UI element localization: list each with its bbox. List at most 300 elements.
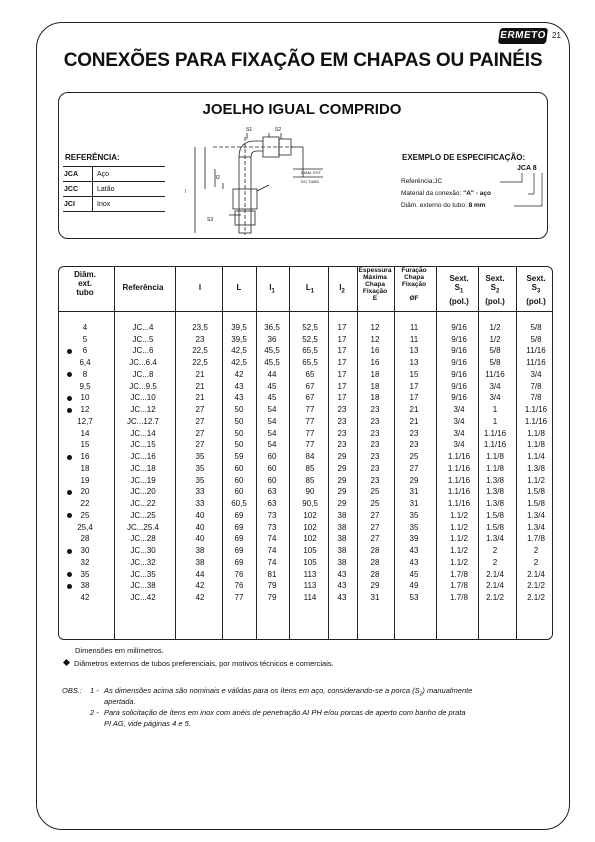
cell-L1: 77 bbox=[305, 416, 315, 426]
header-text: Máxima bbox=[363, 274, 387, 281]
cell-l2: 38 bbox=[337, 546, 347, 556]
header-hole bbox=[394, 267, 434, 302]
cell-l2: 17 bbox=[337, 393, 347, 403]
header-line bbox=[476, 274, 514, 283]
cell-L: 76 bbox=[234, 569, 244, 579]
example-line-material bbox=[401, 190, 491, 197]
cell-S3: 1.1/16 bbox=[524, 405, 548, 415]
cell-l1: 54 bbox=[267, 428, 277, 438]
cell-E: 23 bbox=[370, 475, 380, 485]
cell-l1: 54 bbox=[267, 440, 277, 450]
header-line bbox=[328, 283, 356, 297]
reference-row bbox=[63, 167, 165, 182]
cell-F: 23 bbox=[409, 440, 419, 450]
cell-ref: JC...35 bbox=[130, 569, 156, 579]
header-text: Chapa bbox=[404, 274, 424, 281]
cell-E: 25 bbox=[370, 499, 380, 509]
obs-item2-cont: PI AG, vide páginas 4 e 5. bbox=[104, 719, 191, 728]
cell-l: 27 bbox=[195, 428, 205, 438]
cell-S3: 5/8 bbox=[530, 323, 542, 332]
cell-l: 22,5 bbox=[192, 358, 208, 368]
reference-code: JCI bbox=[63, 197, 93, 212]
cell-l2: 38 bbox=[337, 510, 347, 520]
cell-ref: JC...32 bbox=[130, 557, 156, 567]
cell-d: 6 bbox=[82, 346, 88, 356]
reference-material: Inox bbox=[93, 197, 166, 212]
cell-S2: 2 bbox=[492, 546, 498, 556]
cell-d: 14 bbox=[80, 428, 90, 438]
cell-E: 18 bbox=[370, 393, 380, 403]
cell-d: 30 bbox=[80, 546, 90, 556]
obs-item2-num: 2 - bbox=[90, 708, 99, 717]
cell-l2: 38 bbox=[337, 557, 347, 567]
cell-S1: 1.7/8 bbox=[450, 569, 468, 579]
cell-F: 31 bbox=[409, 499, 419, 509]
cell-l: 35 bbox=[195, 452, 205, 462]
header-line bbox=[394, 288, 434, 295]
header-line bbox=[394, 267, 434, 274]
cell-d: 19 bbox=[80, 475, 90, 485]
cell-E: 16 bbox=[370, 358, 380, 368]
obs-item1-num: 1 - bbox=[90, 686, 99, 695]
cell-L1: 65,5 bbox=[302, 346, 318, 356]
cell-L: 43 bbox=[234, 393, 244, 403]
cell-ref: JC...20 bbox=[130, 487, 156, 497]
cell-d: 20 bbox=[80, 487, 90, 497]
cell-S3: 5/8 bbox=[530, 334, 542, 344]
cell-d: 28 bbox=[80, 534, 90, 544]
header-line bbox=[356, 281, 394, 288]
diamond-icon bbox=[63, 659, 70, 666]
cell-l1: 79 bbox=[267, 593, 277, 603]
cell-ref: JC...16 bbox=[130, 452, 156, 462]
cell-l1: 45,5 bbox=[264, 346, 280, 356]
cell-S1: 9/16 bbox=[451, 393, 467, 403]
cell-S1: 1.1/2 bbox=[450, 522, 468, 532]
example-material-label: Material da conexão: bbox=[401, 190, 464, 197]
cell-l2: 43 bbox=[337, 569, 347, 579]
cell-L1: 113 bbox=[303, 581, 317, 591]
cell-l1: 45 bbox=[267, 393, 277, 403]
header-text: Espessura bbox=[358, 267, 392, 274]
header-line bbox=[439, 283, 479, 297]
cell-L1: 102 bbox=[303, 534, 317, 544]
cell-F: 21 bbox=[409, 416, 419, 426]
header-subscript: 2 bbox=[341, 288, 345, 295]
cell-F: 35 bbox=[409, 510, 419, 520]
cell-F: 25 bbox=[409, 452, 419, 462]
cell-S2: 3/4 bbox=[489, 393, 501, 403]
cell-S2: 1.1/8 bbox=[486, 463, 504, 473]
cell-d: 25,4 bbox=[77, 522, 93, 532]
example-material-value: "A" - aço bbox=[463, 190, 491, 197]
header-line bbox=[60, 279, 110, 288]
header-subscript: 2 bbox=[496, 288, 500, 295]
cell-F: 13 bbox=[409, 346, 419, 356]
header-line bbox=[517, 274, 555, 283]
cell-l1: 60 bbox=[267, 475, 277, 485]
header-text: Sext. bbox=[526, 274, 546, 283]
header-text: (pol.) bbox=[485, 296, 505, 306]
cell-S2: 1.3/8 bbox=[486, 475, 504, 485]
cell-ref: JC...25.4 bbox=[126, 522, 159, 532]
cell-S1: 1.7/8 bbox=[450, 593, 468, 603]
cell-L: 69 bbox=[234, 534, 244, 544]
cell-L: 50 bbox=[234, 428, 244, 438]
reference-table bbox=[63, 166, 165, 212]
label-diam: DIAM. EXT bbox=[301, 170, 322, 175]
cell-ref: JC...22 bbox=[130, 499, 156, 509]
cell-S3: 1.1/2 bbox=[527, 475, 545, 485]
cell-l1: 36,5 bbox=[264, 323, 280, 332]
header-text: Sext. bbox=[449, 274, 469, 283]
cell-L: 50 bbox=[234, 416, 244, 426]
cell-S3: 2.1/2 bbox=[527, 593, 545, 603]
cell-l2: 29 bbox=[337, 475, 347, 485]
cell-L: 69 bbox=[234, 522, 244, 532]
cell-S1: 1.7/8 bbox=[450, 581, 468, 591]
cell-d: 42 bbox=[80, 593, 90, 603]
cell-E: 12 bbox=[370, 323, 380, 332]
cell-l: 23 bbox=[195, 334, 205, 344]
cell-l: 27 bbox=[195, 440, 205, 450]
cell-l2: 17 bbox=[337, 334, 347, 344]
cell-E: 16 bbox=[370, 346, 380, 356]
header-text: E bbox=[372, 295, 378, 302]
cell-l1: 54 bbox=[267, 416, 277, 426]
cell-E: 28 bbox=[370, 557, 380, 567]
cell-S3: 2.1/4 bbox=[527, 569, 545, 579]
cell-L: 50 bbox=[234, 440, 244, 450]
cell-L: 60 bbox=[234, 487, 244, 497]
header-line bbox=[60, 288, 110, 297]
cell-l: 44 bbox=[195, 569, 205, 579]
header-text: l bbox=[339, 283, 342, 292]
cell-l2: 23 bbox=[337, 405, 347, 415]
obs-label: OBS.: bbox=[62, 686, 83, 695]
cell-E: 23 bbox=[370, 440, 380, 450]
cell-d: 25 bbox=[80, 510, 90, 520]
cell-S1: 9/16 bbox=[451, 346, 467, 356]
cell-S2: 5/8 bbox=[489, 358, 501, 368]
cell-L: 60 bbox=[234, 475, 244, 485]
cell-l2: 23 bbox=[337, 440, 347, 450]
cell-S3: 11/16 bbox=[526, 346, 546, 356]
cell-S2: 1.1/8 bbox=[486, 452, 504, 462]
cell-L1: 65,5 bbox=[302, 358, 318, 368]
cell-l1: 74 bbox=[267, 546, 277, 556]
cell-F: 13 bbox=[409, 358, 419, 368]
header-line bbox=[356, 288, 394, 295]
header-text: (pol.) bbox=[526, 296, 546, 306]
cell-S3: 11/16 bbox=[526, 358, 546, 368]
cell-F: 43 bbox=[409, 557, 419, 567]
cell-l: 42 bbox=[195, 593, 205, 603]
cell-l2: 17 bbox=[337, 323, 347, 332]
cell-S2: 1 bbox=[492, 416, 498, 426]
header-line bbox=[180, 283, 220, 292]
cell-l1: 74 bbox=[267, 557, 277, 567]
header-text: ext. bbox=[78, 279, 92, 288]
header-line bbox=[356, 267, 394, 274]
cell-L1: 105 bbox=[303, 546, 317, 556]
cell-d: 32 bbox=[80, 557, 90, 567]
cell-d: 10 bbox=[80, 393, 90, 403]
cell-l: 38 bbox=[195, 546, 205, 556]
cell-S1: 1.1/2 bbox=[450, 534, 468, 544]
header-text: Diâm. bbox=[74, 270, 96, 279]
cell-E: 23 bbox=[370, 405, 380, 415]
cell-S1: 1.1/16 bbox=[447, 452, 471, 462]
cell-ref: JC...19 bbox=[130, 475, 156, 485]
cell-ref: JC...25 bbox=[130, 510, 156, 520]
cell-l1: 54 bbox=[267, 405, 277, 415]
cell-S3: 7/8 bbox=[530, 381, 542, 391]
obs-item1-cont: apertada. bbox=[104, 697, 136, 706]
header-line bbox=[394, 281, 434, 288]
cell-L1: 105 bbox=[303, 557, 317, 567]
cell-S3: 1.5/8 bbox=[527, 487, 545, 497]
example-code: JCA 8 bbox=[517, 165, 537, 172]
cell-l: 27 bbox=[195, 416, 205, 426]
cell-l1: 73 bbox=[267, 510, 277, 520]
cell-d: 38 bbox=[80, 581, 90, 591]
cell-l: 40 bbox=[195, 522, 205, 532]
header-subscript: 1 bbox=[460, 288, 464, 295]
cell-E: 28 bbox=[370, 569, 380, 579]
cell-l2: 17 bbox=[337, 358, 347, 368]
cell-ref: JC...8 bbox=[132, 369, 154, 379]
cell-S3: 1.3/4 bbox=[527, 510, 545, 520]
header-diameter bbox=[60, 270, 110, 297]
cell-S1: 9/16 bbox=[451, 381, 467, 391]
cell-l2: 38 bbox=[337, 522, 347, 532]
cell-E: 27 bbox=[370, 510, 380, 520]
cell-L: 69 bbox=[234, 510, 244, 520]
reference-code: JCA bbox=[63, 167, 93, 182]
cell-L: 76 bbox=[234, 581, 244, 591]
header-line bbox=[257, 283, 287, 297]
cell-l: 21 bbox=[195, 381, 205, 391]
cell-S2: 2.1/4 bbox=[486, 581, 504, 591]
cell-l: 21 bbox=[195, 393, 205, 403]
header-line bbox=[439, 297, 479, 306]
label-s2: S2 bbox=[275, 127, 282, 133]
cell-l2: 38 bbox=[337, 534, 347, 544]
cell-L1: 65 bbox=[305, 369, 315, 379]
cell-E: 27 bbox=[370, 534, 380, 544]
header-line bbox=[113, 283, 173, 292]
header-text: tubo bbox=[76, 288, 94, 297]
cell-S1: 1.1/2 bbox=[450, 557, 468, 567]
header-text: ØF bbox=[409, 295, 419, 302]
cell-d: 4 bbox=[82, 323, 88, 332]
cell-S2: 3/4 bbox=[489, 381, 501, 391]
header-text: S bbox=[490, 283, 496, 292]
header-line bbox=[224, 283, 254, 292]
header-text: Fixação bbox=[362, 288, 388, 295]
reference-material: Aço bbox=[93, 167, 166, 182]
cell-S3: 1.1/8 bbox=[527, 428, 545, 438]
header-line bbox=[394, 274, 434, 281]
cell-E: 29 bbox=[370, 581, 380, 591]
cell-L: 50 bbox=[234, 405, 244, 415]
cell-S3: 1.1/8 bbox=[527, 440, 545, 450]
cell-S3: 3/4 bbox=[530, 369, 542, 379]
cell-F: 45 bbox=[409, 569, 419, 579]
cell-S2: 1.1/16 bbox=[483, 428, 507, 438]
cell-d: 15 bbox=[80, 440, 90, 450]
cell-L1: 114 bbox=[303, 593, 317, 603]
label-s1: S1 bbox=[246, 127, 253, 133]
cell-L: 60 bbox=[234, 463, 244, 473]
cell-F: 35 bbox=[409, 522, 419, 532]
cell-S2: 1.3/8 bbox=[486, 487, 504, 497]
cell-S2: 1.1/16 bbox=[483, 440, 507, 450]
example-line-diameter bbox=[401, 202, 486, 209]
cell-l: 23,5 bbox=[192, 323, 208, 332]
header-line bbox=[60, 270, 110, 279]
cell-ref: JC...6.4 bbox=[129, 358, 157, 368]
cell-L1: 113 bbox=[303, 569, 317, 579]
cell-d: 16 bbox=[80, 452, 90, 462]
cell-d: 22 bbox=[80, 499, 90, 509]
header-text: S bbox=[454, 283, 460, 292]
cell-S1: 1.1/16 bbox=[447, 487, 471, 497]
cell-ref: JC...10 bbox=[130, 393, 156, 403]
cell-ref: JC...15 bbox=[130, 440, 156, 450]
cell-l: 33 bbox=[195, 487, 205, 497]
cell-S2: 1.3/4 bbox=[486, 534, 504, 544]
cell-S2: 1.3/8 bbox=[486, 499, 504, 509]
cell-d: 6,4 bbox=[79, 358, 91, 368]
cell-S2: 11/16 bbox=[485, 369, 505, 379]
cell-S1: 3/4 bbox=[453, 405, 465, 415]
cell-S1: 9/16 bbox=[451, 323, 467, 332]
header-l2 bbox=[328, 283, 356, 297]
header-text: Chapa bbox=[365, 281, 385, 288]
cell-L1: 84 bbox=[305, 452, 315, 462]
header-L1 bbox=[292, 283, 328, 297]
cell-l1: 36 bbox=[267, 334, 277, 344]
cell-S2: 1/2 bbox=[489, 334, 501, 344]
cell-L1: 77 bbox=[305, 428, 315, 438]
cell-L1: 77 bbox=[305, 440, 315, 450]
cell-F: 27 bbox=[409, 463, 419, 473]
product-title: JOELHO IGUAL COMPRIDO bbox=[202, 101, 402, 118]
fitting-drawing bbox=[183, 127, 333, 235]
cell-ref: JC...12.7 bbox=[126, 416, 159, 426]
header-text: S bbox=[531, 283, 537, 292]
cell-d: 12 bbox=[80, 405, 90, 415]
cell-S1: 1.1/16 bbox=[447, 475, 471, 485]
example-line-reference: Referência:JC bbox=[401, 178, 443, 185]
cell-S3: 1.3/4 bbox=[527, 522, 545, 532]
cell-S1: 3/4 bbox=[453, 428, 465, 438]
cell-ref: JC...38 bbox=[130, 581, 156, 591]
cell-ref: JC...18 bbox=[130, 463, 156, 473]
cell-S2: 5/8 bbox=[489, 346, 501, 356]
cell-l1: 63 bbox=[267, 499, 277, 509]
cell-l1: 79 bbox=[267, 581, 277, 591]
cell-S2: 1.5/8 bbox=[486, 510, 504, 520]
cell-S2: 1/2 bbox=[489, 323, 501, 332]
cell-l1: 60 bbox=[267, 452, 277, 462]
cell-S2: 1.5/8 bbox=[486, 522, 504, 532]
header-line bbox=[356, 295, 394, 302]
cell-S1: 3/4 bbox=[453, 440, 465, 450]
example-diameter-label: Diâm. externo do tubo: bbox=[401, 202, 469, 209]
header-line bbox=[476, 297, 514, 306]
cell-S1: 1.1/16 bbox=[447, 499, 471, 509]
cell-l: 21 bbox=[195, 369, 205, 379]
cell-l2: 17 bbox=[337, 369, 347, 379]
cell-l: 33 bbox=[195, 499, 205, 509]
cell-L1: 67 bbox=[305, 393, 315, 403]
header-line bbox=[292, 283, 328, 297]
cell-l: 42 bbox=[195, 581, 205, 591]
cell-S3: 1.7/8 bbox=[527, 534, 545, 544]
cell-S1: 1.1/2 bbox=[450, 546, 468, 556]
obs-item2: Para solicitação de ítens em inox com anéis de penetração AI PH e/ou porcas de aperto com banho de prata bbox=[104, 708, 466, 717]
cell-d: 12,7 bbox=[77, 416, 93, 426]
header-text: Furação bbox=[401, 267, 427, 274]
header-line bbox=[476, 283, 514, 297]
obs-item1-text-b: ) manualmente bbox=[422, 686, 473, 695]
header-text: L bbox=[236, 283, 242, 292]
header-line bbox=[517, 283, 555, 297]
cell-L1: 52,5 bbox=[302, 323, 318, 332]
cell-S3: 1.1/16 bbox=[524, 416, 548, 426]
cell-F: 17 bbox=[409, 381, 419, 391]
cell-F: 15 bbox=[409, 369, 419, 379]
cell-F: 21 bbox=[409, 405, 419, 415]
cell-F: 23 bbox=[409, 428, 419, 438]
cell-E: 23 bbox=[370, 428, 380, 438]
cell-l: 40 bbox=[195, 510, 205, 520]
cell-l2: 43 bbox=[337, 593, 347, 603]
label-l2: l2 bbox=[216, 175, 220, 181]
cell-L1: 85 bbox=[305, 463, 315, 473]
cell-L: 59 bbox=[234, 452, 244, 462]
cell-d: 18 bbox=[80, 463, 90, 473]
cell-ref: JC...28 bbox=[130, 534, 156, 544]
header-line bbox=[439, 274, 479, 283]
cell-F: 39 bbox=[409, 534, 419, 544]
cell-F: 11 bbox=[409, 334, 419, 344]
cell-l1: 45 bbox=[267, 381, 277, 391]
reference-row bbox=[63, 182, 165, 197]
header-text: Fixação bbox=[401, 281, 427, 288]
cell-L: 69 bbox=[234, 557, 244, 567]
header-line bbox=[517, 297, 555, 306]
header-subscript: 3 bbox=[537, 288, 541, 295]
cell-l2: 23 bbox=[337, 416, 347, 426]
header-s3 bbox=[517, 274, 555, 306]
cell-S2: 2.1/4 bbox=[486, 569, 504, 579]
cell-E: 31 bbox=[370, 593, 380, 603]
cell-E: 12 bbox=[370, 334, 380, 344]
cell-L1: 52,5 bbox=[302, 334, 318, 344]
cell-E: 18 bbox=[370, 381, 380, 391]
label-l: l bbox=[185, 189, 187, 195]
cell-l1: 60 bbox=[267, 463, 277, 473]
cell-L: 39,5 bbox=[231, 334, 247, 344]
cell-d: 5 bbox=[82, 334, 88, 344]
cell-E: 25 bbox=[370, 487, 380, 497]
cell-d: 9,5 bbox=[79, 381, 91, 391]
cell-S1: 9/16 bbox=[451, 358, 467, 368]
